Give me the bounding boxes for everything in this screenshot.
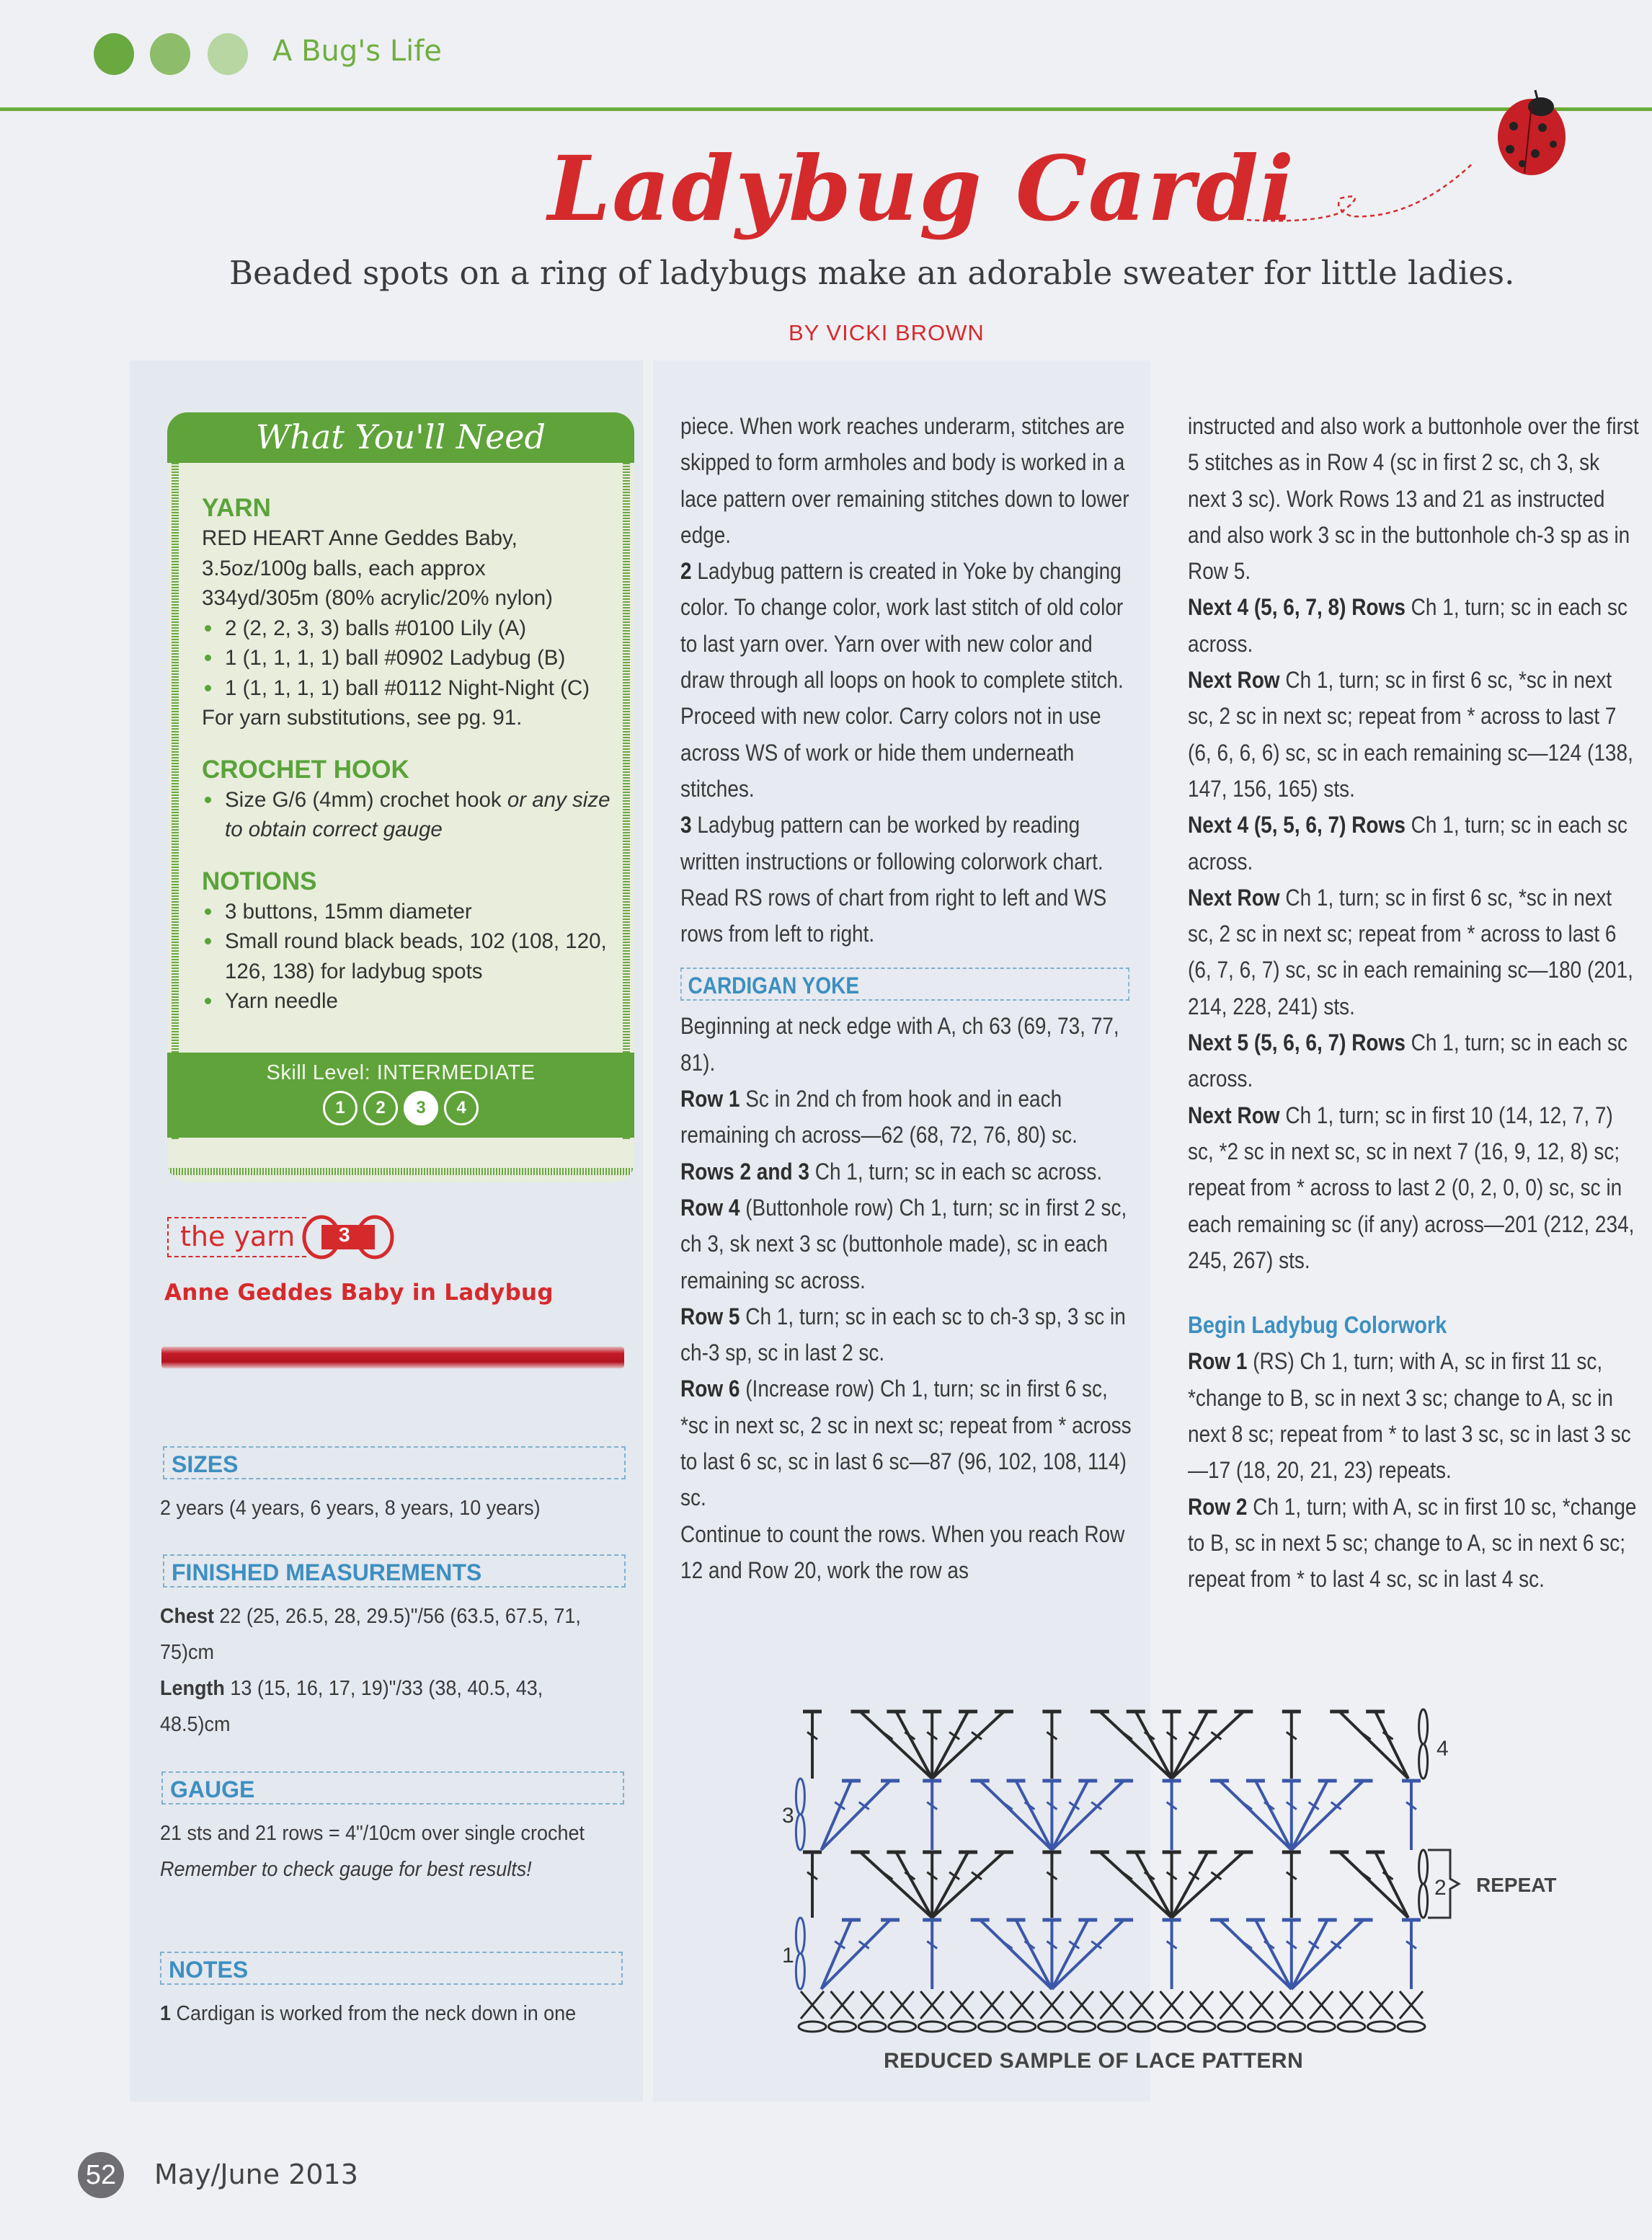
hook-note: or any size to obtain correct gauge	[225, 787, 610, 841]
instruction-paragraph	[680, 1190, 1134, 1298]
row-label-4: 4	[1436, 1737, 1449, 1761]
foundation-chain	[1307, 2022, 1335, 2032]
single-crochet-stitch	[1011, 1991, 1034, 2019]
single-crochet-stitch	[1400, 1991, 1423, 2019]
instruction-label: Next Row	[1188, 884, 1280, 911]
notions-heading: NOTIONS	[202, 867, 317, 895]
double-crochet-stitch	[980, 1781, 1052, 1850]
article-title: Ladybug Cardi	[548, 137, 1296, 242]
yarn-bullet: 2 (2, 2, 3, 3) balls #0100 Lily (A)	[202, 614, 620, 644]
double-crochet-stitch	[1220, 1920, 1292, 1989]
single-crochet-stitch	[801, 1991, 824, 2019]
gauge-value: 21 sts and 21 rows = 4"/10cm over single crochet	[160, 1822, 585, 1845]
double-crochet-stitch	[1375, 1712, 1408, 1779]
what-youll-need-heading: What You'll Need	[167, 412, 634, 463]
instruction-paragraph	[1188, 589, 1642, 662]
foundation-chain	[918, 2022, 946, 2032]
turning-chain	[1419, 1884, 1428, 1918]
single-crochet-stitch	[1310, 1991, 1333, 2019]
foundation-chain	[978, 2022, 1005, 2032]
double-crochet-stitch	[1172, 1712, 1208, 1779]
double-crochet-stitch	[980, 1920, 1052, 1989]
sizes-text: 2 years (4 years, 6 years, 8 years, 10 years)	[160, 1497, 541, 1520]
measurements-text	[160, 1598, 616, 1743]
chest-value: 22 (25, 26.5, 28, 29.5)"/56 (63.5, 67.5, 71, 75)cm	[160, 1605, 581, 1664]
double-crochet-stitch	[1016, 1781, 1052, 1850]
single-crochet-stitch	[980, 1991, 1003, 2019]
single-crochet-stitch	[951, 1991, 974, 2019]
instruction-label: Row 4	[680, 1194, 740, 1221]
double-crochet-stitch	[1375, 1852, 1408, 1918]
skill-level-band	[167, 1053, 634, 1138]
double-crochet-stitch	[932, 1712, 1004, 1779]
notion-bullet: Small round black beads, 102 (108, 120, 126, 138) for ladybug spots	[202, 926, 620, 986]
diagram-caption: REDUCED SAMPLE OF LACE PATTERN	[884, 2049, 1304, 2073]
right-column	[1188, 408, 1642, 1598]
instruction-text: Ch 1, turn; sc in each sc across.	[1188, 1030, 1628, 1092]
instruction-paragraph	[1188, 807, 1642, 880]
skill-level-4: 4	[444, 1091, 479, 1125]
yarn-line: 334yd/305m (80% acrylic/20% nylon)	[202, 586, 553, 610]
turning-chain	[1419, 1850, 1428, 1884]
double-crochet-stitch	[1220, 1781, 1292, 1850]
double-crochet-stitch	[821, 1920, 851, 1989]
instruction-text: Ladybug pattern can be worked by reading written instructions or following colorwork chart. Read RS rows of chart from right to left and WS rows from left to right.	[680, 812, 1107, 947]
instruction-paragraph	[680, 1154, 1134, 1190]
header-dot-2	[150, 33, 190, 75]
instruction-label: Next 4 (5, 5, 6, 7) Rows	[1188, 812, 1405, 838]
notion-bullet: 3 buttons, 15mm diameter	[202, 897, 620, 927]
yarn-heading: YARN	[202, 494, 271, 522]
yarn-name: Anne Geddes Baby in Ladybug	[164, 1280, 554, 1306]
instruction-label: Next Row	[1188, 1102, 1280, 1128]
instruction-text: Beginning at neck edge with A, ch 63 (69, 73, 77, 81).	[680, 1013, 1119, 1076]
skill-level-2: 2	[363, 1091, 398, 1125]
single-crochet-stitch	[920, 1991, 943, 2019]
measurements-heading: FINISHED MEASUREMENTS	[163, 1554, 626, 1588]
instruction-text: Ch 1, turn; sc in first 10 (14, 12, 7, 7) sc, *2 sc in next sc, sc in next 7 (16, 9, 12, 8) sc; repeat from * across to last 2 (0, 2, 0, 0) sc, sc in each remaining sc (if any) across—201 (212, 234, 245, 267) sts.	[1188, 1102, 1635, 1273]
double-crochet-stitch	[932, 1712, 968, 1779]
row-label-2: 2	[1434, 1876, 1447, 1900]
double-crochet-stitch	[821, 1781, 890, 1850]
single-crochet-stitch	[1280, 1991, 1303, 2019]
instruction-text: Ch 1, turn; with A, sc in first 10 sc, *change to B, sc in next 5 sc; change to A, sc in next 6 sc; repeat from * to last 4 sc, sc in last 4 sc.	[1188, 1493, 1637, 1593]
double-crochet-stitch	[1292, 1781, 1328, 1850]
foundation-chain	[1188, 2022, 1215, 2032]
row-label-1: 1	[782, 1944, 794, 1967]
instruction-label: 3	[680, 812, 692, 838]
turning-chain	[1419, 1709, 1428, 1744]
double-crochet-stitch	[1052, 1781, 1124, 1850]
double-crochet-stitch	[1256, 1920, 1292, 1989]
single-crochet-stitch	[891, 1991, 914, 2019]
double-crochet-stitch	[821, 1920, 890, 1989]
foundation-chain	[949, 2022, 976, 2032]
single-crochet-stitch	[1340, 1991, 1363, 2019]
sizes-heading: SIZES	[163, 1446, 626, 1479]
instruction-paragraph	[1188, 880, 1642, 1024]
instruction-label: Row 5	[680, 1303, 740, 1329]
single-crochet-stitch	[1160, 1991, 1184, 2019]
skill-level-3-selected: 3	[404, 1091, 438, 1125]
instruction-paragraph	[680, 807, 1134, 952]
section-heading: CARDIGAN YOKE	[680, 968, 1129, 1001]
foundation-chain	[889, 2022, 916, 2032]
foundation-chain	[1278, 2022, 1305, 2032]
row-label-3: 3	[782, 1804, 794, 1828]
yarn-bullet: 1 (1, 1, 1, 1) ball #0112 Night-Night (C)	[202, 673, 620, 704]
instruction-text: Ch 1, turn; sc in each sc across.	[809, 1158, 1103, 1185]
instruction-paragraph	[680, 1081, 1134, 1154]
single-crochet-stitch	[831, 1991, 854, 2019]
turning-chain	[796, 1954, 804, 1990]
instruction-text: Sc in 2nd ch from hook and in each remaining ch across—62 (68, 72, 76, 80) sc.	[680, 1086, 1078, 1148]
turning-chain	[796, 1918, 804, 1954]
instruction-text: Ch 1, turn; sc in first 6 sc, *sc in next sc, 2 sc in next sc; repeat from * across to last 6 (6, 7, 6, 7) sc, sc in each remaining sc—180 (201, 214, 228, 241) sts.	[1188, 884, 1633, 1019]
page-number: 52	[78, 2152, 124, 2198]
lace-pattern-diagram	[764, 1680, 1557, 2055]
double-crochet-stitch	[1136, 1852, 1172, 1918]
instruction-text: Ladybug pattern is created in Yoke by changing color. To change color, work last stitch of old color to last yarn over. Yarn over with new color and draw through all loops on hook to complete stitch. Proceed with new color. Carry colors not in use across WS of work or hide them underneath stitches.	[680, 558, 1124, 802]
instruction-paragraph	[680, 408, 1134, 553]
double-crochet-stitch	[896, 1852, 932, 1918]
repeat-label: REPEAT	[1476, 1874, 1557, 1896]
double-crochet-stitch	[1052, 1781, 1088, 1850]
foundation-chain	[858, 2022, 886, 2032]
foundation-chain	[1338, 2022, 1365, 2032]
author-byline: BY VICKI BROWN	[789, 320, 985, 345]
single-crochet-stitch	[1250, 1991, 1273, 2019]
foundation-chain	[1398, 2022, 1425, 2032]
skill-level-1: 1	[323, 1091, 358, 1125]
instruction-text: instructed and also work a buttonhole over the first 5 stitches as in Row 4 (sc in first 2 sc, ch 3, sk next 3 sc). Work Rows 13 and 21 as instructed and also work 3 sc in the buttonhole ch-3 sp as in Row 5.	[1188, 413, 1639, 585]
single-crochet-stitch	[1220, 1991, 1243, 2019]
header-dot-3	[208, 33, 248, 75]
instruction-text: Ch 1, turn; sc in each sc to ch-3 sp, 3 sc in ch-3 sp, sc in last 2 sc.	[680, 1303, 1126, 1366]
single-crochet-stitch	[1190, 1991, 1213, 2019]
foundation-chain	[1158, 2022, 1186, 2032]
instruction-text: piece. When work reaches underarm, stitches are skipped to form armholes and body is worked in a lace pattern over remaining stitches down to lower edge.	[680, 413, 1129, 548]
instruction-label: Row 1	[680, 1086, 740, 1112]
double-crochet-stitch	[860, 1712, 932, 1779]
instruction-paragraph	[1188, 1097, 1642, 1278]
instruction-label: Row 2	[1188, 1493, 1248, 1520]
single-crochet-stitch	[1070, 1991, 1093, 2019]
instruction-label: Next 5 (5, 6, 6, 7) Rows	[1188, 1030, 1405, 1056]
yarn-line: 3.5oz/100g balls, each approx	[202, 556, 486, 580]
instruction-label: Rows 2 and 3	[680, 1158, 809, 1185]
foundation-chain	[1248, 2022, 1275, 2032]
hook-size: Size G/6 (4mm) crochet hook	[225, 787, 502, 812]
single-crochet-stitch	[1101, 1991, 1124, 2019]
yarn-bullet: 1 (1, 1, 1, 1) ball #0902 Ladybug (B)	[202, 643, 620, 673]
length-label: Length	[160, 1677, 225, 1700]
note-body: Cardigan is worked from the neck down in one	[171, 2002, 577, 2025]
instruction-text: Ch 1, turn; sc in each sc across.	[1188, 812, 1628, 875]
single-crochet-stitch	[1369, 1991, 1393, 2019]
note-number: 1	[160, 2002, 172, 2025]
yarn-line: RED HEART Anne Geddes Baby,	[202, 526, 518, 550]
double-crochet-stitch	[860, 1852, 932, 1918]
foundation-chain	[1098, 2022, 1126, 2032]
gauge-text	[160, 1815, 589, 1887]
instruction-text: Continue to count the rows. When you reach Row 12 and Row 20, work the row as	[680, 1520, 1125, 1583]
single-crochet-stitch	[1040, 1991, 1063, 2019]
instruction-label: Row 6	[680, 1376, 740, 1402]
issue-date: May/June 2013	[154, 2159, 358, 2190]
instruction-text: Ch 1, turn; sc in first 6 sc, *sc in next sc, 2 sc in next sc; repeat from * across to last 7 (6, 6, 6, 6) sc, sc in each remaining sc—124 (138, 147, 156, 165) sts.	[1188, 667, 1633, 802]
instruction-paragraph	[1188, 1024, 1642, 1097]
foundation-chain	[1128, 2022, 1155, 2032]
instruction-paragraph	[1188, 408, 1642, 589]
instruction-paragraph	[680, 553, 1134, 807]
instruction-paragraph	[1188, 1343, 1642, 1488]
foundation-chain	[829, 2022, 856, 2032]
instruction-paragraph	[1188, 1489, 1642, 1598]
instruction-label: Row 1	[1188, 1348, 1248, 1375]
double-crochet-stitch	[1052, 1920, 1124, 1989]
single-crochet-stitch	[861, 1991, 884, 2019]
instruction-paragraph	[680, 1371, 1134, 1515]
double-crochet-stitch	[1100, 1712, 1172, 1779]
what-youll-need-box	[167, 412, 634, 1182]
instruction-paragraph	[680, 1516, 1134, 1589]
section-heading: Begin Ladybug Colorwork	[1188, 1311, 1447, 1339]
double-crochet-stitch	[1292, 1920, 1328, 1989]
hook-heading: CROCHET HOOK	[202, 755, 409, 784]
instruction-text: (Buttonhole row) Ch 1, turn; sc in first 2 sc, ch 3, sk next 3 sc (buttonhole made), sc in each remaining sc across.	[680, 1194, 1127, 1293]
skill-level-label: Skill Level: INTERMEDIATE	[266, 1061, 536, 1084]
foundation-chain	[1218, 2022, 1245, 2032]
instruction-label: 2	[680, 558, 692, 585]
section-name: A Bug's Life	[272, 35, 442, 68]
double-crochet-stitch	[821, 1781, 851, 1850]
foundation-chain	[1008, 2022, 1036, 2032]
instruction-paragraph	[1188, 662, 1642, 807]
turning-chain	[796, 1779, 804, 1815]
double-crochet-stitch	[1172, 1852, 1244, 1918]
notes-text	[160, 1996, 616, 2032]
yarn-swatch	[161, 1347, 624, 1368]
foundation-chain	[1367, 2022, 1395, 2032]
double-crochet-stitch	[1339, 1852, 1408, 1918]
hook-bullet	[202, 785, 620, 845]
notes-heading: NOTES	[160, 1952, 623, 1985]
double-crochet-stitch	[1292, 1781, 1364, 1850]
gauge-reminder: Remember to check gauge for best results!	[160, 1858, 532, 1881]
turning-chain	[1419, 1744, 1428, 1779]
double-crochet-stitch	[1292, 1920, 1364, 1989]
instruction-text: (Increase row) Ch 1, turn; sc in first 6 sc, *sc in next sc, 2 sc in next sc; repeat from * across to last 6 sc, sc in last 6 sc—87 (96, 102, 108, 114) sc.	[680, 1376, 1132, 1511]
turning-chain	[796, 1815, 804, 1851]
header-dot-1	[94, 33, 134, 75]
instruction-paragraph	[680, 1298, 1134, 1371]
double-crochet-stitch	[1256, 1781, 1292, 1850]
instruction-paragraph	[680, 1008, 1134, 1081]
double-crochet-stitch	[1172, 1852, 1208, 1918]
double-crochet-stitch	[1100, 1852, 1172, 1918]
single-crochet-stitch	[1130, 1991, 1153, 2019]
double-crochet-stitch	[932, 1852, 968, 1918]
double-crochet-stitch	[932, 1852, 1004, 1918]
double-crochet-stitch	[1016, 1920, 1052, 1989]
notion-bullet: Yarn needle	[202, 986, 620, 1017]
double-crochet-stitch	[1339, 1712, 1408, 1779]
instruction-label: Next Row	[1188, 667, 1280, 694]
chest-label: Chest	[160, 1605, 214, 1628]
double-crochet-stitch	[1172, 1712, 1244, 1779]
foundation-chain	[1068, 2022, 1096, 2032]
foundation-chain	[1038, 2022, 1065, 2032]
double-crochet-stitch	[1052, 1920, 1088, 1989]
yarn-substitution: For yarn substitutions, see pg. 91.	[202, 706, 523, 730]
length-value: 13 (15, 16, 17, 19)"/33 (38, 40.5, 43, 48.5)cm	[160, 1677, 543, 1736]
the-yarn-tag: the yarn	[167, 1217, 306, 1257]
middle-column	[680, 408, 1134, 1588]
instruction-text: Ch 1, turn; sc in each sc across.	[1188, 594, 1628, 657]
double-crochet-stitch	[1136, 1712, 1172, 1779]
double-crochet-stitch	[896, 1712, 932, 1779]
gauge-heading: GAUGE	[161, 1771, 624, 1805]
yarn-weight-number: 3	[339, 1223, 350, 1246]
instruction-label: Next 4 (5, 6, 7, 8) Rows	[1188, 594, 1405, 621]
foundation-chain	[799, 2022, 826, 2032]
instruction-text: (RS) Ch 1, turn; with A, sc in first 11 sc, *change to B, sc in next 3 sc; change to A, sc in next 8 sc; repeat from * to last 3 sc, sc in last 3 sc—17 (18, 20, 21, 23) repeats.	[1188, 1348, 1631, 1484]
article-subtitle: Beaded spots on a ring of ladybugs make an adorable sweater for little ladies.	[229, 254, 1515, 292]
